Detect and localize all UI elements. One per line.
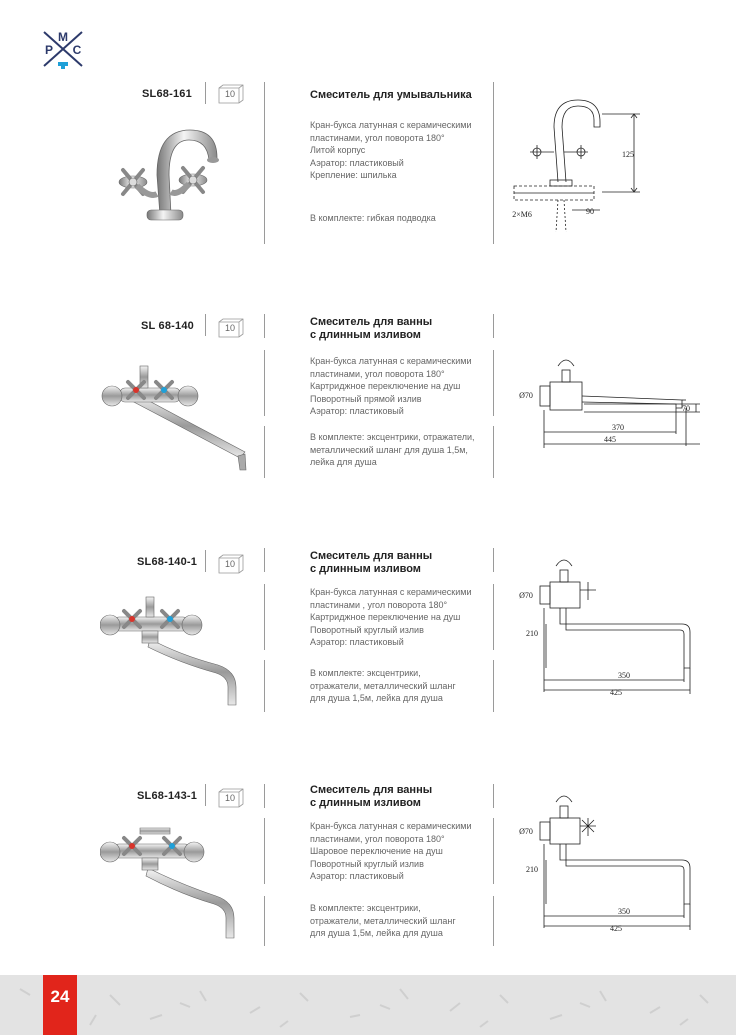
product-photo — [100, 595, 250, 710]
technical-drawing — [510, 786, 710, 936]
dim-diameter: Ø70 — [519, 827, 533, 836]
product-kit: В комплекте: эксцентрики, отражатели, металлический шланг для душа 1,5м, лейка для душа — [310, 432, 475, 468]
technical-drawing — [510, 550, 710, 700]
dim-length-inner: 370 — [612, 423, 624, 432]
product-code: SL68-140-1 — [137, 556, 198, 568]
dim-thread: 2×М6 — [512, 210, 532, 219]
pack-box — [218, 788, 244, 808]
product-title: Смеситель для ванны с длинным изливом — [310, 550, 433, 575]
product-code: SL68-161 — [142, 88, 192, 100]
product-kit: В комплекте: эксцентрики, отражатели, металлический шланг для душа 1,5м, лейка для душа — [310, 903, 456, 939]
product-title: Смеситель для умывальника — [310, 89, 472, 101]
dim-length-inner: 350 — [618, 907, 630, 916]
pack-quantity: 10 — [224, 89, 235, 99]
dim-height: 70 — [682, 404, 690, 413]
dim-width: 90 — [586, 207, 594, 216]
logo-letter-c: C — [72, 43, 82, 57]
dim-diameter: Ø70 — [519, 391, 533, 400]
product-kit: В комплекте: гибкая подводка — [310, 213, 436, 223]
page-number: 24 — [43, 975, 77, 1035]
product-code: SL68-143-1 — [137, 790, 198, 802]
pack-box — [218, 84, 244, 104]
dim-diameter: Ø70 — [519, 591, 533, 600]
product-title: Смеситель для ванны с длинным изливом — [310, 784, 433, 809]
logo-letter-p: P — [44, 43, 54, 57]
product-features: Кран-букса латунная с керамическими пластинами , угол поворота 180° Картриджное переключение на душ Поворотный круглый излив Аэратор: пластиковый — [310, 587, 472, 648]
technical-drawing — [510, 352, 710, 452]
faucet-icon — [58, 62, 68, 69]
pack-quantity: 10 — [224, 559, 235, 569]
product-photo — [100, 360, 255, 480]
dim-length-inner: 350 — [618, 671, 630, 680]
pack-box — [218, 554, 244, 574]
brand-logo — [40, 28, 86, 70]
dim-length-total: 425 — [610, 688, 622, 697]
dim-height: 125 — [622, 150, 634, 159]
pack-quantity: 10 — [224, 323, 235, 333]
product-photo — [105, 120, 235, 230]
product-features: Кран-букса латунная с керамическими пластинами, угол поворота 180° Картриджное переключение на душ Поворотный прямой излив Аэратор: пластиковый — [310, 356, 472, 417]
product-features: Кран-букса латунная с керамическими пластинами, угол поворота 180° Шаровое переключение на душ Поворотный круглый излив Аэратор: пластиковый — [310, 821, 472, 882]
dim-drop: 210 — [526, 865, 538, 874]
pack-box — [218, 318, 244, 338]
product-photo — [100, 822, 250, 942]
product-code: SL 68-140 — [141, 320, 194, 332]
product-features: Кран-букса латунная с керамическими пластинами, угол поворота 180° Литой корпус Аэратор: пластиковый Крепление: шпилька — [310, 120, 472, 181]
pack-quantity: 10 — [224, 793, 235, 803]
technical-drawing — [500, 92, 660, 242]
product-title: Смеситель для ванны с длинным изливом — [310, 316, 433, 341]
product-kit: В комплекте: эксцентрики, отражатели, металлический шланг для душа 1,5м, лейка для душа — [310, 668, 456, 704]
footer-pattern — [0, 975, 736, 1035]
dim-length-total: 425 — [610, 924, 622, 933]
logo-letter-m: M — [58, 30, 68, 44]
dim-drop: 210 — [526, 629, 538, 638]
dim-length-total: 445 — [604, 435, 616, 444]
